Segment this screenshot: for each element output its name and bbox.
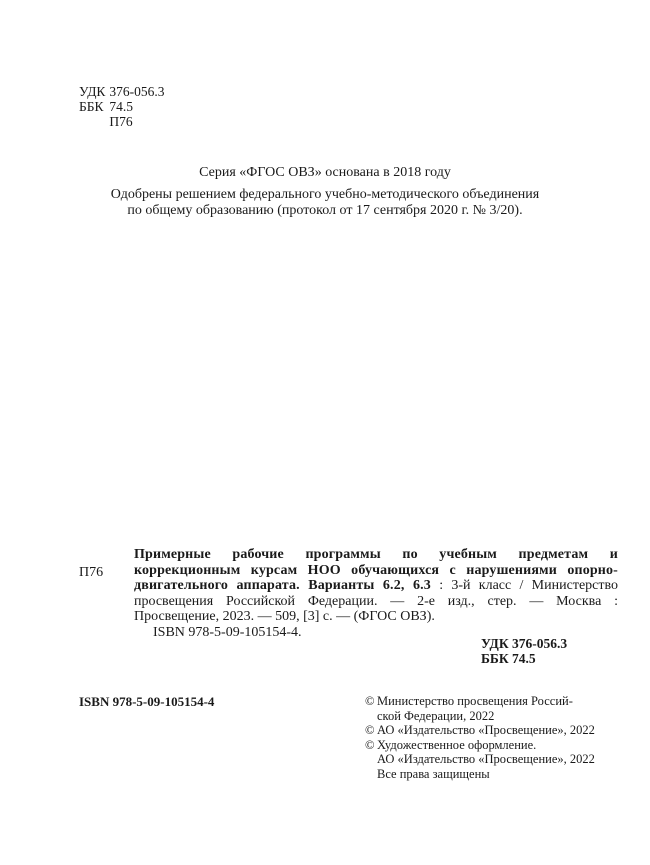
bbk-row (79, 99, 165, 114)
biblio-author-mark: П76 (79, 565, 104, 580)
copyright-item-1-line-1: Министерство просвещения Россий- (377, 694, 573, 708)
approval-line-1: Одобрены решением федерального учебно-методического объединения (110, 187, 540, 202)
series-line: Серия «ФГОС ОВЗ» основана в 2018 году (199, 165, 451, 180)
biblio-isbn: ISBN 978-5-09-105154-4. (153, 624, 302, 640)
copyright-item-3-line-2: АО «Издательство «Просвещение», 2022 (377, 752, 595, 766)
copyright-item-1-line-2: ской Федерации, 2022 (377, 708, 495, 723)
classification-codes (79, 84, 165, 129)
copyright-block (365, 694, 619, 781)
bbk-value: 74.5 (109, 99, 133, 114)
udk-label: УДК (79, 84, 106, 99)
rights-reserved: Все права защищены (377, 766, 490, 781)
bottom-classification-codes (481, 636, 567, 666)
copyright-item-2-text: АО «Издательство «Просвещение», 2022 (377, 723, 595, 737)
approval-note (0, 187, 650, 218)
author-mark: П76 (109, 114, 133, 129)
copyright-item-3 (365, 738, 619, 767)
bottom-udk: УДК 376-056.3 (481, 636, 568, 651)
approval-line-2: по общему образованию (протокол от 17 сентября 2020 г. № 3/20). (127, 202, 523, 218)
copyright-icon: © (365, 723, 375, 737)
copyright-item-1 (365, 694, 619, 723)
biblio-body (134, 547, 618, 625)
isbn-bold: ISBN 978-5-09-105154-4 (79, 694, 215, 709)
bbk-label: ББК (79, 99, 104, 114)
bottom-bbk: ББК 74.5 (481, 651, 536, 666)
biblio-title: Примерные рабочие программы по учебным предметам и коррекционным курсам НОО обучающихся с нарушениями опорно-двигательного аппарата. Варианты 6.2, 6.3 (134, 547, 618, 593)
udk-row (79, 84, 165, 99)
bibliographic-record (79, 547, 618, 640)
author-mark-row (79, 114, 165, 129)
copyright-item-2 (365, 723, 619, 738)
udk-value: 376-056.3 (109, 84, 165, 99)
copyright-item-3-line-1: Художественное оформление. (377, 737, 537, 752)
copyright-icon: © (365, 694, 375, 708)
biblio-details: : 3-й класс / Министерство просвещения Российской Федерации. — 2-е изд., стер. — Москва : Просвещение, 2023. — 509, [3] с. — (ФГОС ОВЗ). (134, 578, 619, 624)
copyright-icon: © (365, 737, 375, 752)
